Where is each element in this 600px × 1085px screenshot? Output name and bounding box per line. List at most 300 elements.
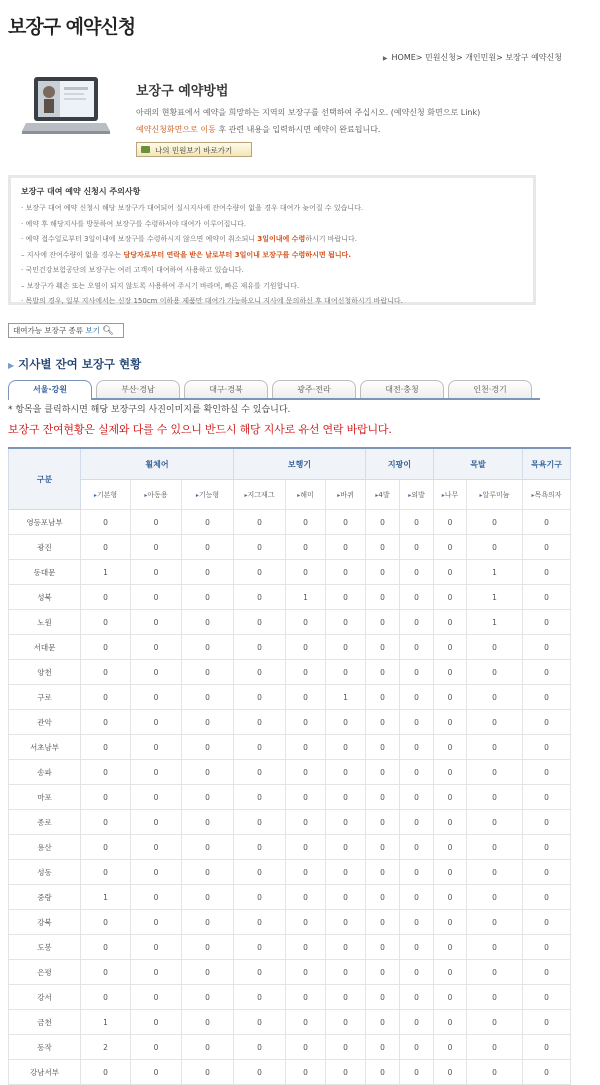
section-title [8,356,141,372]
branch-name: 금천 [9,1010,81,1035]
stock-count: 0 [434,710,467,735]
stock-count: 0 [434,660,467,685]
stock-count: 0 [326,560,366,585]
equipment-type-label: 나무 [444,490,459,499]
stock-count: 0 [326,635,366,660]
stock-count: 0 [326,535,366,560]
stock-count: 0 [523,510,571,535]
stock-count: 0 [400,610,434,635]
stock-count: 0 [234,610,286,635]
stock-count: 0 [81,810,131,835]
stock-count: 0 [286,685,326,710]
branch-name: 노원 [9,610,81,635]
stock-count: 0 [81,535,131,560]
page-title: 보장구 예약신청 [8,16,136,38]
stock-count: 0 [366,585,400,610]
my-civil-complaint-label: 나의 민원보기 바로가기 [155,146,233,155]
stock-count: 1 [326,685,366,710]
stock-count: 0 [400,1035,434,1060]
stock-count: 0 [131,710,182,735]
stock-count: 0 [131,785,182,810]
branch-name: 영등포남부 [9,510,81,535]
stock-count: 0 [81,910,131,935]
stock-count: 0 [400,560,434,585]
stock-count: 0 [523,910,571,935]
stock-count: 0 [182,985,234,1010]
tab-gwangju-jeolla[interactable]: 광주·전라 [272,380,356,398]
equipment-type-header[interactable] [286,480,326,510]
region-tabs [8,378,540,400]
bullet-icon: ▸ [337,491,341,499]
equipment-type-label: 지그재그 [247,490,275,499]
stock-count: 0 [523,710,571,735]
stock-count: 0 [467,1060,523,1085]
method-line-1: 아래의 현황표에서 예약을 희망하는 지역의 보장구를 선택하여 주십시오. (예약신청 화면으로 Link) [136,108,481,117]
stock-count: 0 [400,935,434,960]
stock-count: 0 [400,1060,434,1085]
stock-count: 0 [400,710,434,735]
stock-count: 0 [467,685,523,710]
stock-count: 0 [131,885,182,910]
stock-count: 0 [182,910,234,935]
stock-count: 0 [131,935,182,960]
equipment-type-label: 아동용 [147,490,168,499]
stock-count: 0 [523,660,571,685]
stock-count: 0 [326,810,366,835]
stock-count: 1 [286,585,326,610]
tab-daejeon-chungcheong[interactable]: 대전·충청 [360,380,444,398]
table-row [9,960,571,985]
stock-count: 0 [81,960,131,985]
stock-count: 0 [286,810,326,835]
stock-count: 0 [131,510,182,535]
notice-item: · 국민건강보험공단의 보장구는 여러 고객이 대여하여 사용하고 있습니다. [21,266,244,274]
stock-count: 0 [467,785,523,810]
group-header: 휠체어 [81,448,234,480]
stock-count: 0 [131,685,182,710]
stock-count: 0 [326,735,366,760]
stock-count: 0 [326,660,366,685]
stock-count: 0 [434,985,467,1010]
equipment-type-label: 알루미늄 [482,490,510,499]
stock-count: 0 [131,610,182,635]
stock-count: 0 [434,935,467,960]
group-header: 지팡이 [366,448,434,480]
stock-count: 0 [182,960,234,985]
branch-name: 마포 [9,785,81,810]
stock-count: 0 [366,710,400,735]
stock-count: 0 [326,760,366,785]
stock-count: 0 [131,1010,182,1035]
stock-count: 0 [234,710,286,735]
equipment-type-label: 목욕의자 [534,490,562,499]
stock-count: 0 [467,935,523,960]
stock-count: 0 [326,1010,366,1035]
stock-count: 0 [366,910,400,935]
stock-count: 0 [366,1060,400,1085]
breadcrumb-text: HOME> 민원신청> 개인민원> 보장구 예약신청 [391,53,562,62]
table-row [9,1010,571,1035]
table-row [9,585,571,610]
stock-count: 0 [366,685,400,710]
stock-count: 0 [467,1010,523,1035]
stock-count: 0 [286,935,326,960]
branch-name: 동대문 [9,560,81,585]
stock-count: 0 [523,835,571,860]
stock-count: 0 [523,635,571,660]
table-row [9,935,571,960]
stock-count: 0 [81,635,131,660]
stock-count: 0 [286,635,326,660]
stock-count: 0 [400,985,434,1010]
stock-count: 0 [286,760,326,785]
stock-count: 0 [286,785,326,810]
bullet-icon: ▸ [479,491,483,499]
stock-count: 0 [366,1035,400,1060]
stock-count: 0 [182,835,234,860]
stock-count: 0 [366,985,400,1010]
stock-count: 0 [81,685,131,710]
stock-count: 0 [131,585,182,610]
method-line-2 [136,121,556,138]
stock-count: 0 [234,860,286,885]
stock-count: 0 [131,985,182,1010]
stock-count: 0 [234,1060,286,1085]
stock-count: 0 [234,685,286,710]
stock-count: 0 [182,610,234,635]
bullet-icon: ▸ [144,491,148,499]
stock-count: 0 [366,1010,400,1035]
stock-count: 0 [182,635,234,660]
section-marker-icon: ▶ [8,361,15,370]
equipment-type-label: 외발 [411,490,425,499]
laptop-illustration-icon [22,75,110,137]
stock-count: 0 [81,785,131,810]
stock-count: 1 [467,560,523,585]
stock-count: 0 [286,885,326,910]
table-row [9,635,571,660]
stock-count: 0 [523,585,571,610]
tab-busan-gyeongnam[interactable]: 부산·경남 [96,380,180,398]
stock-count: 0 [182,785,234,810]
stock-count: 0 [523,810,571,835]
method-description [136,104,556,138]
table-row [9,760,571,785]
stock-count: 0 [131,860,182,885]
stock-count: 0 [523,610,571,635]
stock-count: 0 [234,635,286,660]
notice-item: – 지사에 잔여수량이 없을 경우는 담당자로부터 연락을 받은 날로부터 3일이내 보장구를 수령하시면 됩니다. [21,250,351,259]
table-row [9,685,571,710]
stock-count: 0 [286,1035,326,1060]
stock-count: 0 [326,985,366,1010]
breadcrumb-arrow-icon: ▶ [382,55,388,62]
table-row [9,785,571,810]
table-row [9,660,571,685]
stock-count: 0 [326,585,366,610]
breadcrumb [383,52,562,63]
stock-count: 0 [366,760,400,785]
stock-count: 0 [81,935,131,960]
stock-count: 0 [182,660,234,685]
stock-count: 0 [467,860,523,885]
my-civil-complaint-button[interactable] [136,142,252,157]
stock-count: 0 [467,885,523,910]
stock-count: 0 [326,1060,366,1085]
notice-item: · 보장구 대여 예약 신청시 해당 보장구가 대여되어 실시지사에 잔여수량이 없을 경우 대여가 늦어질 수 있습니다. [21,204,364,212]
branch-name: 서대문 [9,635,81,660]
equipment-type-label: 기본형 [96,490,118,499]
stock-count: 0 [400,785,434,810]
stock-count: 0 [326,935,366,960]
stock-count: 0 [131,960,182,985]
stock-count: 0 [523,1035,571,1060]
stock-count: 0 [81,510,131,535]
bullet-icon: ▸ [375,491,379,499]
stock-count: 0 [81,610,131,635]
stock-count: 0 [400,585,434,610]
available-types-button[interactable] [8,323,124,338]
stock-count: 0 [434,910,467,935]
stock-count: 0 [523,935,571,960]
stock-count: 0 [434,860,467,885]
stock-count: 0 [366,735,400,760]
stock-count: 0 [286,985,326,1010]
stock-count: 0 [131,635,182,660]
stock-count: 1 [81,560,131,585]
stock-count: 0 [286,660,326,685]
branch-name: 송파 [9,760,81,785]
stock-count: 0 [434,585,467,610]
group-header: 보행기 [234,448,366,480]
magnifier-icon: 🔍︎ [102,326,114,336]
equipment-type-header[interactable] [326,480,366,510]
stock-count: 0 [131,1060,182,1085]
reservation-link-text[interactable]: 예약신청화면으로 이동 [136,125,216,134]
stock-count: 0 [182,1060,234,1085]
stock-count: 0 [434,760,467,785]
stock-count: 0 [286,735,326,760]
notice-box [8,175,536,305]
tab-seoul-gangwon[interactable]: 서울·강원 [8,380,92,400]
stock-count: 0 [523,535,571,560]
available-types-view-link: 보기 [85,326,100,335]
bullet-icon: ▸ [93,491,97,499]
stock-count: 0 [400,810,434,835]
stock-count: 0 [523,685,571,710]
stock-count: 0 [326,885,366,910]
stock-count: 0 [81,985,131,1010]
stock-count: 0 [182,760,234,785]
stock-count: 0 [131,535,182,560]
stock-count: 0 [131,910,182,935]
stock-count: 0 [467,760,523,785]
stock-count: 0 [400,960,434,985]
stock-count: 0 [400,910,434,935]
stock-count: 0 [182,710,234,735]
table-row [9,535,571,560]
branch-name: 광진 [9,535,81,560]
table-row [9,560,571,585]
method-title: 보장구 예약방법 [136,84,229,99]
stock-count: 0 [326,785,366,810]
table-corner-header: 구분 [9,448,81,510]
stock-count: 0 [81,760,131,785]
stock-warning: 보장구 잔여현황은 실제와 다를 수 있으니 반드시 해당 지사로 유선 연락 바랍니다. [8,423,392,436]
bullet-icon: ▸ [531,491,535,499]
bullet-icon: ▸ [297,491,301,499]
stock-count: 0 [366,635,400,660]
stock-count: 0 [434,610,467,635]
stock-count: 0 [366,510,400,535]
stock-count: 0 [81,1060,131,1085]
stock-count: 0 [234,560,286,585]
stock-count: 0 [81,660,131,685]
notice-item: – 보장구가 훼손 또는 오염이 되지 않도록 사용하여 주시기 바라며, 빠른 제유를 기원합니다. [21,281,300,290]
stock-count: 0 [366,535,400,560]
stock-count: 0 [523,760,571,785]
stock-count: 0 [286,960,326,985]
stock-count: 0 [81,585,131,610]
equipment-type-header[interactable] [467,480,523,510]
table-row [9,835,571,860]
stock-count: 0 [434,1060,467,1085]
stock-count: 0 [434,560,467,585]
equipment-type-header[interactable] [234,480,286,510]
stock-count: 1 [467,610,523,635]
stock-count: 0 [234,985,286,1010]
stock-count: 0 [182,1010,234,1035]
stock-count: 0 [131,810,182,835]
equipment-type-header[interactable] [81,480,131,510]
section-title-text: 지사별 잔여 보장구 현황 [18,357,142,371]
table-row [9,860,571,885]
stock-count: 0 [326,960,366,985]
stock-count: 0 [326,835,366,860]
stock-count: 0 [234,735,286,760]
stock-count: 0 [467,535,523,560]
notice-item: · 예약 접수일로부터 3일이내에 보장구를 수령하시지 않으면 예약이 취소되니 3일이내에 수령하시기 바랍니다. [21,235,358,243]
stock-count: 0 [182,1035,234,1060]
stock-count: 0 [131,760,182,785]
stock-count: 0 [467,810,523,835]
stock-count: 0 [234,910,286,935]
table-row [9,610,571,635]
stock-count: 0 [131,735,182,760]
stock-count: 0 [182,585,234,610]
stock-count: 0 [366,935,400,960]
stock-count: 0 [434,1010,467,1035]
stock-count: 0 [286,710,326,735]
equipment-type-label: 바퀴 [340,490,354,499]
stock-count: 0 [400,835,434,860]
stock-count: 0 [467,910,523,935]
stock-count: 0 [467,1035,523,1060]
stock-count: 0 [326,860,366,885]
tab-daegu-gyeongbuk[interactable]: 대구·경북 [184,380,268,398]
stock-count: 0 [234,835,286,860]
stock-count: 0 [234,585,286,610]
click-hint: * 항목을 클릭하시면 해당 보장구의 사진이미지를 확인하실 수 있습니다. [8,405,291,415]
stock-count: 0 [434,885,467,910]
stock-count: 0 [182,935,234,960]
stock-count: 0 [400,760,434,785]
stock-count: 0 [366,660,400,685]
stock-count: 0 [400,735,434,760]
equipment-type-header[interactable] [523,480,571,510]
stock-count: 0 [434,810,467,835]
stock-count: 0 [523,860,571,885]
bullet-icon: ▸ [244,491,248,499]
stock-count: 0 [434,735,467,760]
branch-name: 서초남부 [9,735,81,760]
equipment-type-label: 4발 [378,490,390,499]
stock-count: 0 [286,835,326,860]
stock-count: 0 [400,885,434,910]
group-header: 목발 [434,448,523,480]
stock-count: 0 [467,510,523,535]
branch-name: 성북 [9,585,81,610]
notice-highlight: 3일이내에 수령 [257,235,306,243]
stock-count: 0 [182,735,234,760]
stock-count: 0 [400,635,434,660]
stock-count: 0 [286,1010,326,1035]
stock-count: 0 [81,835,131,860]
stock-count: 0 [286,910,326,935]
stock-count: 0 [326,710,366,735]
stock-count: 0 [234,785,286,810]
equipment-type-label: 해미 [300,490,314,499]
stock-count: 0 [234,510,286,535]
stock-count: 0 [286,560,326,585]
table-row [9,735,571,760]
stock-count: 0 [366,885,400,910]
stock-count: 0 [286,510,326,535]
stock-count: 0 [523,1010,571,1035]
stock-count: 0 [81,710,131,735]
equipment-type-label: 기능형 [198,490,220,499]
stock-count: 0 [400,510,434,535]
stock-count: 0 [182,560,234,585]
branch-name: 도봉 [9,935,81,960]
stock-count: 0 [286,610,326,635]
tab-incheon-gyeonggi[interactable]: 인천·경기 [448,380,532,398]
equipment-type-header[interactable] [400,480,434,510]
stock-count: 0 [467,960,523,985]
equipment-type-header[interactable] [434,480,467,510]
stock-count: 0 [434,1035,467,1060]
stock-count: 0 [434,960,467,985]
stock-table [8,447,571,1085]
branch-name: 용산 [9,835,81,860]
equipment-type-header[interactable] [131,480,182,510]
equipment-type-header[interactable] [182,480,234,510]
stock-count: 0 [523,985,571,1010]
stock-count: 0 [366,560,400,585]
stock-count: 0 [234,810,286,835]
notice-item: · 목발의 경우, 일부 지사에서는 신장 150cm 이하용 제품만 대여가 가능하오니 지사에 문의하신 후 대여신청하시기 바랍니다. [21,297,403,305]
stock-count: 0 [286,535,326,560]
equipment-type-header[interactable] [366,480,400,510]
stock-count: 0 [400,1010,434,1035]
table-row [9,1035,571,1060]
stock-count: 0 [366,610,400,635]
stock-count: 0 [434,835,467,860]
group-header: 목욕기구 [523,448,571,480]
stock-count: 0 [467,985,523,1010]
stock-count: 0 [434,785,467,810]
branch-name: 강서 [9,985,81,1010]
